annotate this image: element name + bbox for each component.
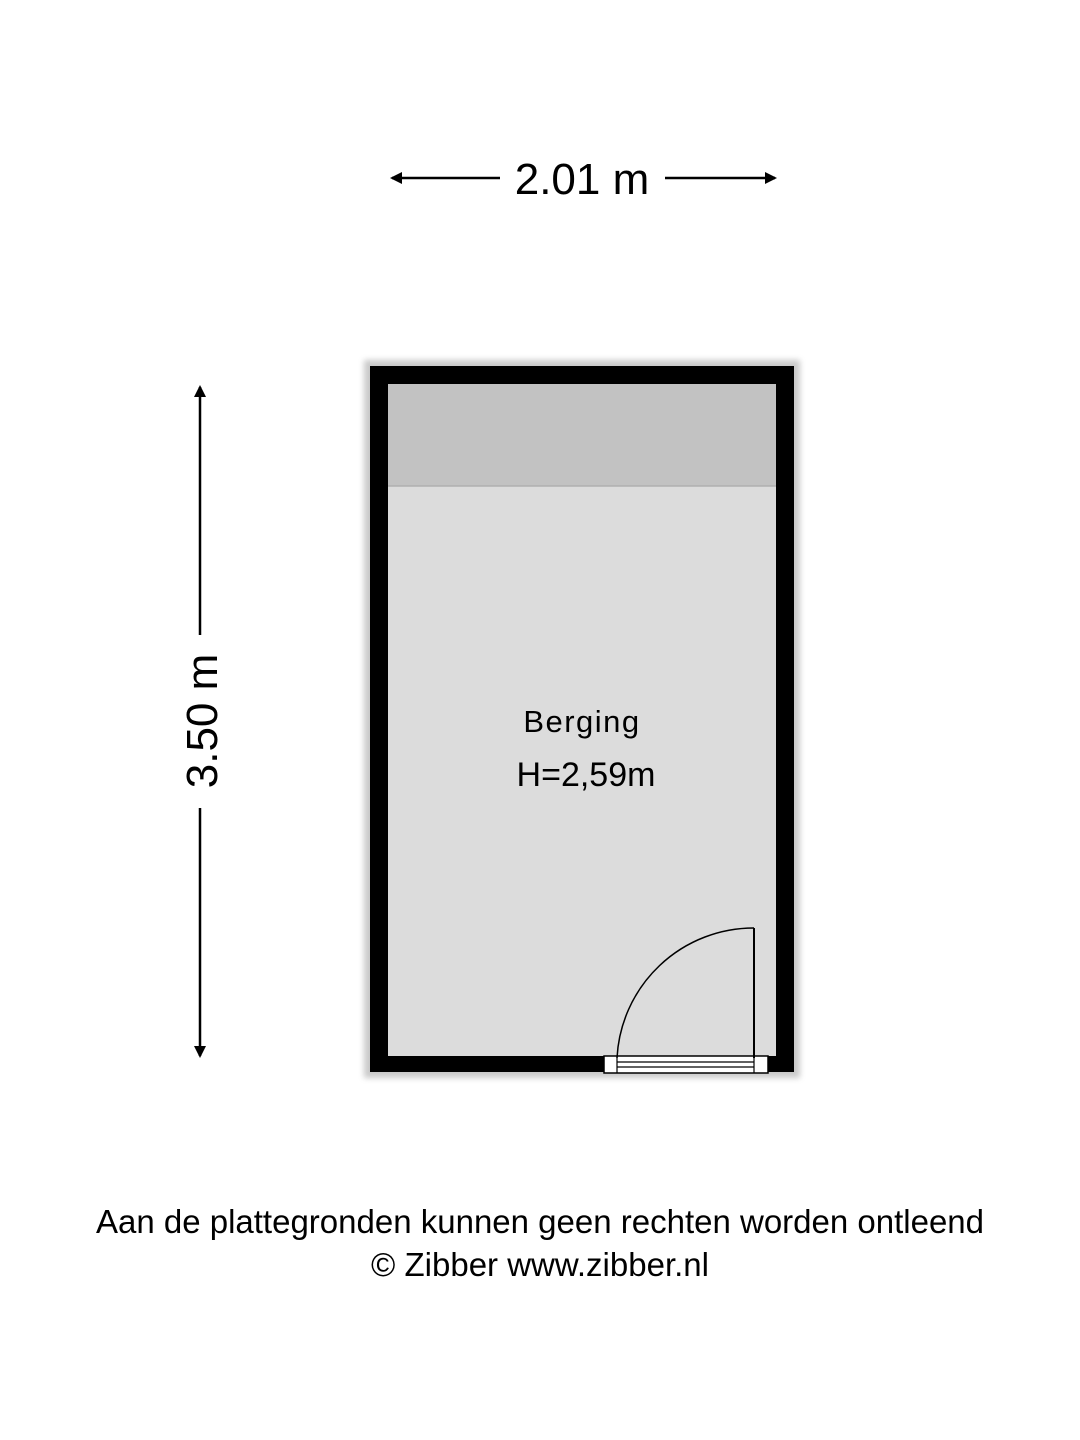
width-dimension-label: 2.01 m — [514, 155, 650, 204]
room-berging — [364, 360, 800, 1078]
room-name: Berging — [523, 704, 641, 739]
height-dimension-label: 3.50 m — [178, 653, 227, 789]
door-opening — [604, 1056, 768, 1073]
disclaimer-text: Aan de plattegronden kunnen geen rechten worden ontleend — [95, 1203, 985, 1240]
copyright-text: © Zibber www.zibber.nl — [371, 1246, 709, 1283]
width-dimension — [392, 155, 775, 204]
room-ceiling-height: H=2,59m — [516, 756, 656, 794]
height-dimension — [178, 387, 227, 1056]
shelf-area — [388, 384, 776, 486]
